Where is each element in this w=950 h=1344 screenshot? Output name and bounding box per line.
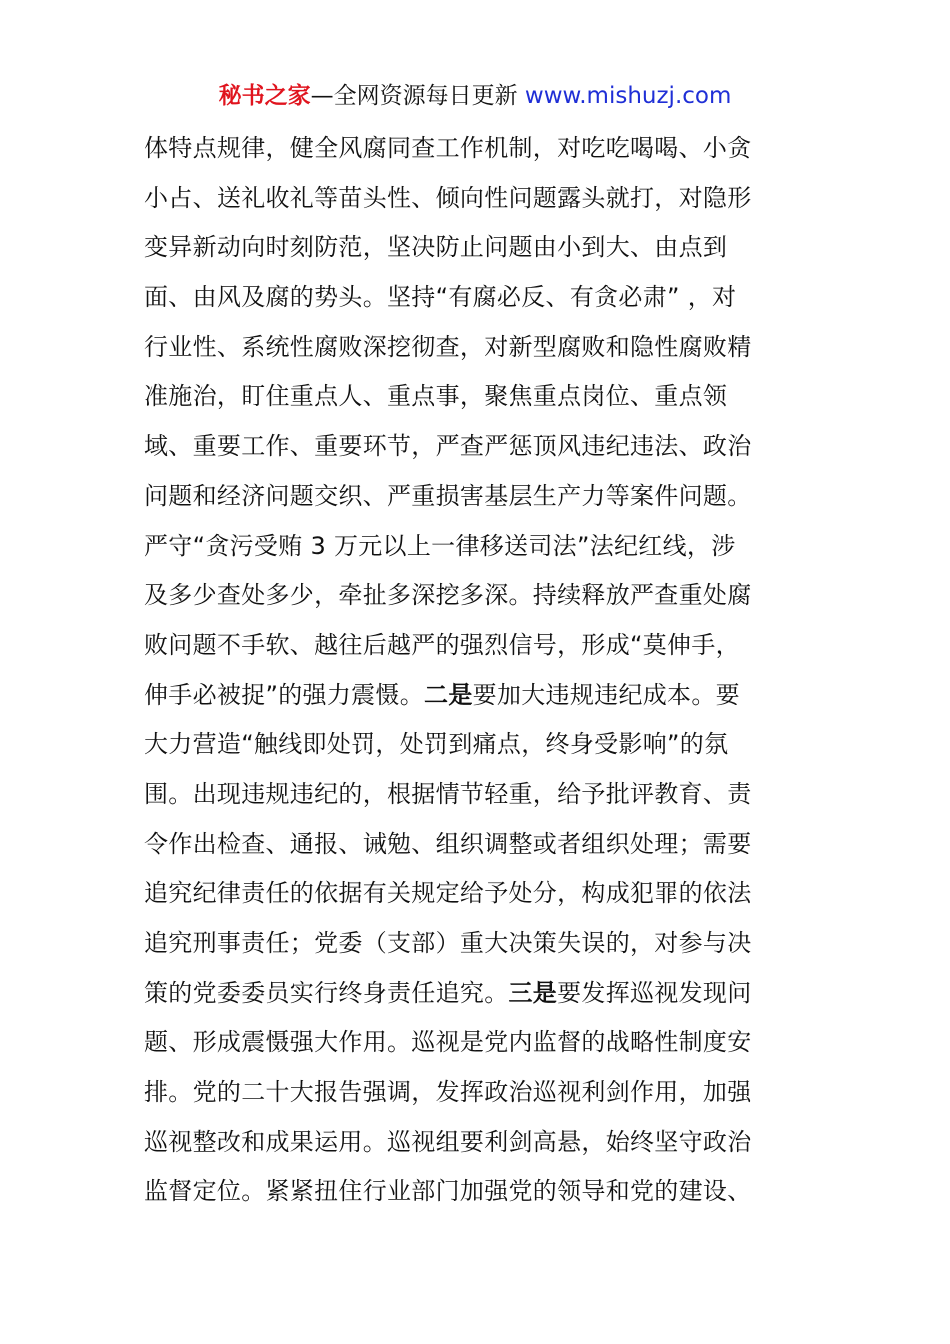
text-line	[144, 1068, 808, 1118]
text-line	[144, 770, 808, 820]
text-line	[144, 820, 808, 870]
text-segment: 排。党的二十大报告强调，发挥政治巡视利剑作用，加强	[144, 1078, 752, 1107]
text-segment: 围。出现违规违纪的，根据情节轻重，给予批评教育、责	[144, 779, 752, 808]
text-line	[144, 571, 808, 621]
text-line	[144, 522, 808, 572]
text-segment: 监督定位。紧紧扭住行业部门加强党的领导和党的建设、	[144, 1177, 752, 1206]
emphasis-marker: 二是	[424, 680, 473, 709]
text-line	[144, 869, 808, 919]
text-line	[144, 919, 808, 969]
text-line	[144, 124, 808, 174]
text-segment: 面、由风及腐的势头。坚持“有腐必反、有贪必肃” ，对	[144, 283, 737, 312]
text-line	[144, 273, 808, 323]
body-text	[144, 124, 808, 1217]
text-line	[144, 671, 808, 721]
text-segment: 体特点规律，健全风腐同查工作机制，对吃吃喝喝、小贪	[144, 134, 752, 162]
text-segment: 行业性、系统性腐败深挖彻查，对新型腐败和隐性腐败精	[144, 332, 752, 361]
text-segment: 伸手必被捉”的强力震慑。	[144, 680, 425, 709]
emphasis-marker: 三是	[508, 978, 558, 1007]
header-tagline: —全网资源每日更新	[310, 83, 525, 109]
text-segment: 准施治，盯住重点人、重点事，聚焦重点岗位、重点领	[144, 382, 728, 411]
text-segment: 追究纪律责任的依据有关规定给予处分，构成犯罪的依法	[144, 879, 752, 908]
text-line	[144, 323, 808, 373]
text-line	[144, 621, 808, 671]
text-segment: 要发挥巡视发现问	[557, 978, 752, 1007]
text-line	[144, 969, 808, 1019]
text-line	[144, 223, 808, 273]
site-url-link[interactable]: www.mishuzj.com	[524, 83, 732, 109]
text-segment: 小占、送礼收礼等苗头性、倾向性问题露头就打，对隐形	[144, 183, 752, 212]
text-segment: 败问题不手软、越往后越严的强烈信号，形成“莫伸手，	[144, 630, 740, 659]
text-segment: 变异新动向时刻防范，坚决防止问题由小到大、由点到	[144, 233, 728, 262]
brand-name: 秘书之家	[218, 83, 311, 109]
text-line	[144, 720, 808, 770]
text-segment: 令作出检查、通报、诫勉、组织调整或者组织处理；需要	[144, 829, 752, 858]
text-segment: 域、重要工作、重要环节，严查严惩顶风违纪违法、政治	[144, 432, 752, 461]
text-segment: 及多少查处多少，牵扯多深挖多深。持续释放严查重处腐	[144, 581, 752, 610]
text-segment: 题、形成震慑强大作用。巡视是党内监督的战略性制度安	[144, 1028, 752, 1057]
text-line	[144, 422, 808, 472]
page-header	[0, 80, 950, 112]
text-line	[144, 1118, 808, 1168]
text-line	[144, 174, 808, 224]
text-segment: 问题和经济问题交织、严重损害基层生产力等案件问题。	[144, 481, 752, 510]
text-line	[144, 472, 808, 522]
text-segment: 要加大违规违纪成本。要	[472, 680, 740, 709]
text-line	[144, 1018, 808, 1068]
text-line	[144, 372, 808, 422]
text-segment: 策的党委委员实行终身责任追究。	[144, 978, 509, 1007]
text-segment: 大力营造“触线即处罚，处罚到痛点，终身受影响”的氛	[144, 730, 729, 759]
text-segment: 追究刑事责任；党委（支部）重大决策失误的，对参与决	[144, 929, 752, 957]
text-segment: 严守“贪污受贿 3 万元以上一律移送司法”法纪红线，涉	[144, 531, 736, 560]
text-line	[144, 1167, 808, 1217]
text-segment: 巡视整改和成果运用。巡视组要利剑高悬，始终坚守政治	[144, 1127, 752, 1156]
